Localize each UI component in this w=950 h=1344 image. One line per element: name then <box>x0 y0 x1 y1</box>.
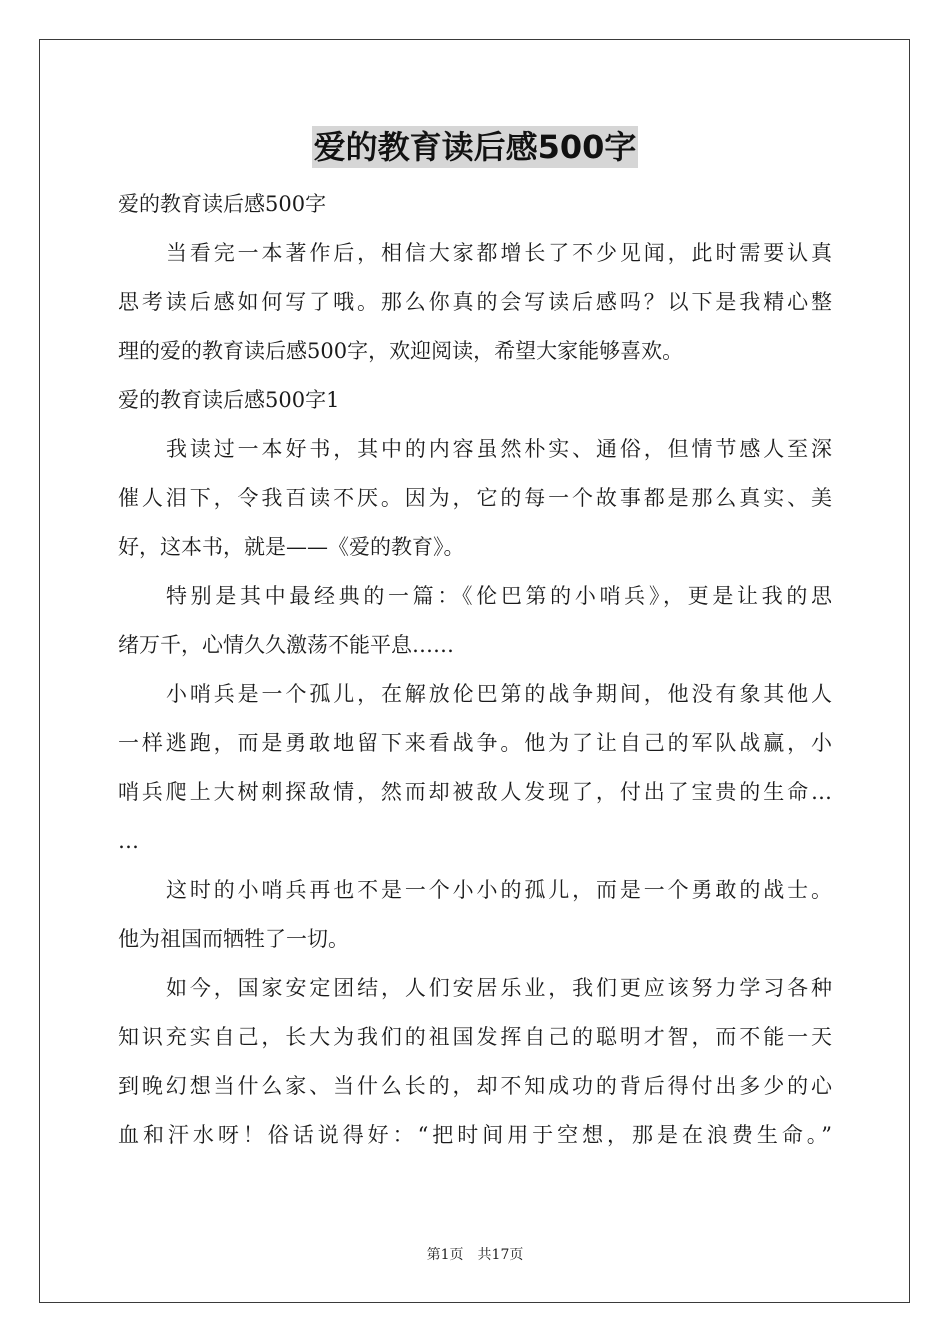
paragraph-line: 好，这本书，就是——《爱的教育》。 <box>118 535 465 559</box>
title-area <box>0 126 950 168</box>
paragraph-line: 绪万千，心情久久激荡不能平息…… <box>118 633 454 657</box>
paragraph-line: 血和汗水呀！俗话说得好：“把时间用于空想，那是在浪费生命。” <box>118 1123 832 1147</box>
page-number: 第1页 <box>426 1247 464 1263</box>
intro-line: 思考读后感如何写了哦。那么你真的会写读后感吗？以下是我精心整 <box>118 290 832 314</box>
paragraph-line: 知识充实自己，长大为我们的祖国发挥自己的聪明才智，而不能一天 <box>118 1025 832 1049</box>
paragraph-line: 催人泪下，令我百读不厌。因为，它的每一个故事都是那么真实、美 <box>118 486 832 510</box>
page-total: 共17页 <box>477 1247 524 1263</box>
paragraph-line: 小哨兵是一个孤儿，在解放伦巴第的战争期间，他没有象其他人 <box>166 682 832 706</box>
paragraph-line: 特别是其中最经典的一篇：《伦巴第的小哨兵》，更是让我的思 <box>166 584 832 608</box>
intro-line: 理的爱的教育读后感500字，欢迎阅读，希望大家能够喜欢。 <box>118 339 684 363</box>
paragraph-line: 到晚幻想当什么家、当什么长的，却不知成功的背后得付出多少的心 <box>118 1074 832 1098</box>
document-title: 爱的教育读后感500字 <box>313 128 637 166</box>
paragraph-line: 如今，国家安定团结，人们安居乐业，我们更应该努力学习各种 <box>166 976 832 1000</box>
section-heading: 爱的教育读后感500字1 <box>118 388 340 412</box>
page-footer <box>0 1245 950 1265</box>
paragraph-line: 我读过一本好书，其中的内容虽然朴实、通俗，但情节感人至深 <box>166 437 832 461</box>
document-subtitle: 爱的教育读后感500字 <box>118 192 327 216</box>
paragraph-line: 哨兵爬上大树刺探敌情，然而却被敌人发现了，付出了宝贵的生命… <box>118 780 832 804</box>
paragraph-line: 他为祖国而牺牲了一切。 <box>118 927 349 951</box>
paragraph-line: 这时的小哨兵再也不是一个小小的孤儿，而是一个勇敢的战士。 <box>166 878 832 902</box>
intro-line: 当看完一本著作后，相信大家都增长了不少见闻，此时需要认真 <box>166 241 832 265</box>
paragraph-line: 一样逃跑，而是勇敢地留下来看战争。他为了让自己的军队战赢，小 <box>118 731 832 755</box>
paragraph-line: … <box>118 829 139 853</box>
document-body <box>118 180 832 1160</box>
